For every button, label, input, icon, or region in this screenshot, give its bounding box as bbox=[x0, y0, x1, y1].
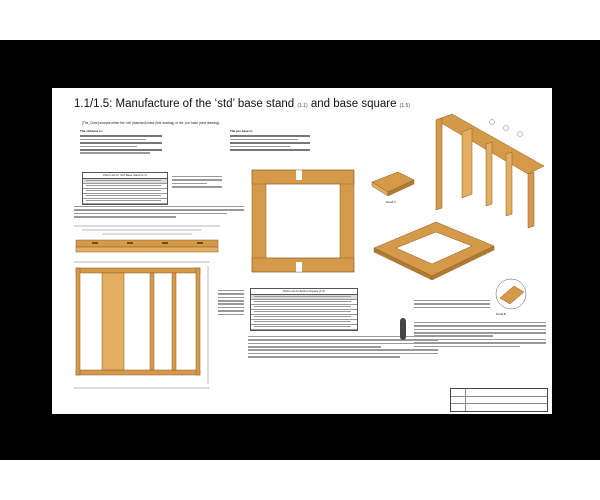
right-column-notes bbox=[414, 320, 546, 349]
title-block-divider bbox=[465, 389, 466, 411]
text-line bbox=[74, 213, 227, 215]
text-line bbox=[230, 146, 290, 148]
text-line bbox=[218, 293, 244, 295]
text-line bbox=[230, 149, 310, 151]
bottom-square-notes bbox=[248, 334, 438, 360]
drawing-subtitle: [The_Cube] accepts either the ‘std’ (standard) base (this drawing) or the ‘pro’ base (next drawing). bbox=[82, 121, 220, 125]
text-line bbox=[414, 346, 520, 348]
title-block bbox=[450, 388, 548, 412]
text-line bbox=[414, 322, 546, 324]
text-line bbox=[218, 300, 244, 302]
title-ref-1: (1.1) bbox=[297, 103, 308, 109]
text-line bbox=[218, 297, 244, 299]
assembly-paragraph bbox=[74, 204, 244, 219]
drawing-sheet bbox=[52, 88, 552, 414]
base-square-isometric-drawing bbox=[370, 214, 498, 284]
title-ref-2: (1.5) bbox=[399, 103, 410, 109]
parts-table-bottom-square bbox=[250, 288, 358, 331]
table-row bbox=[251, 325, 357, 330]
bolt-drawing bbox=[398, 316, 408, 342]
detail-b-drawing bbox=[492, 278, 530, 310]
text-line bbox=[74, 206, 244, 208]
pro-base-notes bbox=[230, 130, 310, 152]
text-line bbox=[248, 346, 381, 348]
text-line bbox=[248, 339, 438, 341]
title-main: 1.1/1.5: Manufacture of the ‘std’ base stand bbox=[74, 98, 295, 110]
std-base-notes bbox=[80, 130, 162, 156]
parts-table-std-base bbox=[82, 172, 168, 205]
drawing-title bbox=[74, 98, 410, 110]
text-line bbox=[230, 142, 310, 144]
detail-b-label: Detail B bbox=[496, 312, 506, 316]
frame-notes bbox=[218, 288, 244, 317]
parts-table-bottom-square-caption: Parts List for Bottom Square (1.5) bbox=[251, 289, 357, 295]
detail-a-label: Detail A bbox=[386, 200, 396, 204]
text-line bbox=[172, 183, 207, 185]
text-line bbox=[414, 342, 546, 344]
text-line bbox=[414, 325, 546, 327]
frame-elevation-drawing bbox=[72, 260, 212, 390]
pro-base-heading: The pro base is: bbox=[230, 129, 254, 133]
text-line bbox=[230, 135, 310, 137]
text-line bbox=[414, 335, 493, 337]
text-line bbox=[74, 209, 244, 211]
text-line bbox=[74, 216, 176, 218]
text-line bbox=[414, 300, 490, 302]
text-line bbox=[248, 336, 438, 338]
parts-table-std-base-caption: Parts List for ‘Std’ Base Stand (1.1) bbox=[83, 173, 167, 179]
std-base-heading: The std base is: bbox=[80, 129, 103, 133]
base-square-top-view bbox=[248, 166, 358, 276]
text-line bbox=[80, 135, 162, 137]
text-line bbox=[80, 152, 150, 154]
text-line bbox=[172, 186, 222, 188]
text-line bbox=[414, 307, 490, 309]
text-line bbox=[414, 332, 546, 334]
title-joiner: and base square bbox=[310, 98, 397, 110]
text-line bbox=[172, 176, 222, 178]
text-line bbox=[80, 142, 162, 144]
detail-a-drawing bbox=[368, 168, 418, 198]
side-elevation-drawing bbox=[72, 222, 222, 256]
text-line bbox=[248, 353, 438, 355]
text-line bbox=[80, 149, 162, 151]
text-line bbox=[230, 139, 298, 141]
text-line bbox=[218, 290, 244, 292]
text-line bbox=[248, 349, 438, 351]
text-line bbox=[248, 356, 400, 358]
text-line bbox=[80, 146, 137, 148]
text-line bbox=[218, 303, 244, 305]
text-line bbox=[248, 343, 438, 345]
fixing-notes bbox=[414, 298, 490, 310]
text-line bbox=[414, 303, 490, 305]
frame-isometric-drawing bbox=[432, 104, 548, 228]
text-line bbox=[414, 339, 546, 341]
text-line bbox=[414, 329, 546, 331]
text-line bbox=[80, 139, 146, 141]
table-notes bbox=[172, 174, 222, 189]
text-line bbox=[218, 314, 244, 316]
text-line bbox=[218, 307, 244, 309]
text-line bbox=[172, 179, 222, 181]
text-line bbox=[218, 310, 244, 312]
